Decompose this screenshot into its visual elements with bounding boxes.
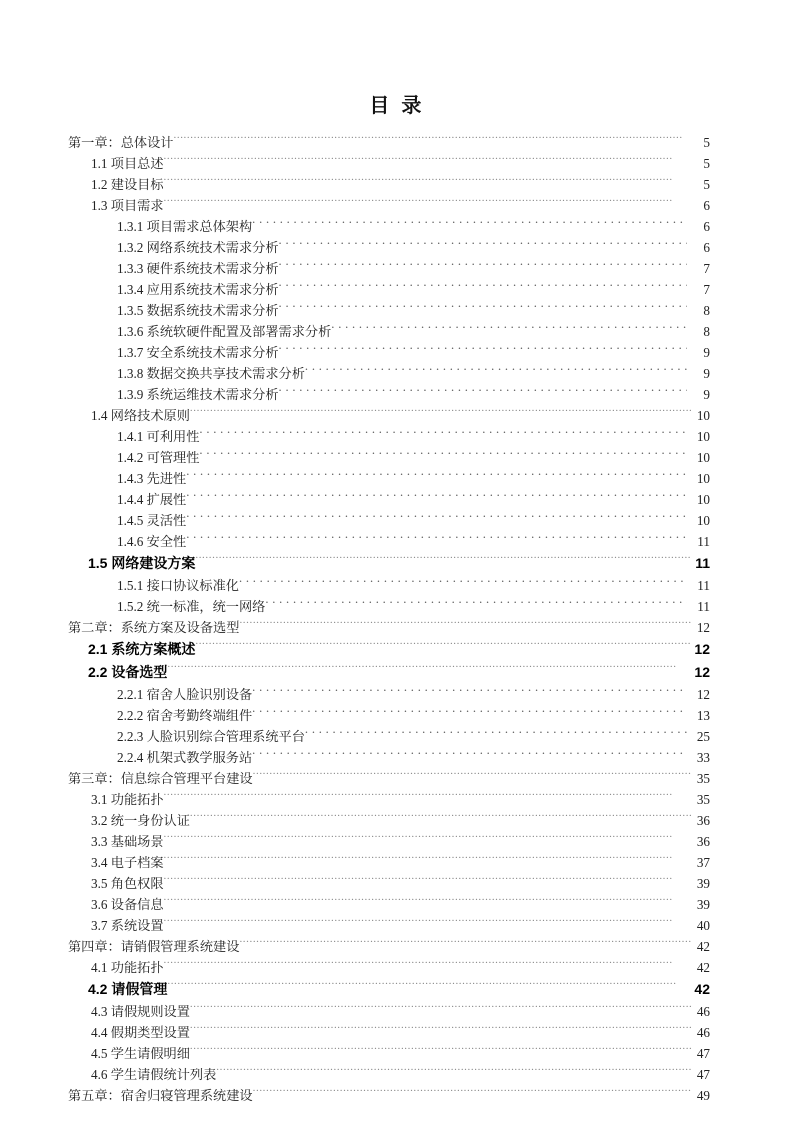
toc-entry[interactable] xyxy=(0,1085,794,1106)
toc-entry[interactable] xyxy=(0,894,794,915)
toc-entry-label: 1.1 项目总述 xyxy=(91,156,164,171)
toc-entry[interactable] xyxy=(0,831,794,852)
toc-entry[interactable] xyxy=(0,153,794,174)
toc-page-number: 49 xyxy=(696,1088,710,1103)
dot-leader xyxy=(167,980,691,994)
toc-entry-label: 4.6 学生请假统计列表 xyxy=(91,1067,217,1082)
dot-leader xyxy=(186,533,687,546)
dot-leader xyxy=(252,749,687,762)
toc-entry-label: 2.2 设备选型 xyxy=(88,664,168,680)
toc-entry-label: 第三章：信息综合管理平台建设 xyxy=(68,771,253,786)
toc-page-number: 12 xyxy=(696,687,710,702)
toc-entry[interactable] xyxy=(0,258,794,279)
dot-leader xyxy=(164,833,691,846)
toc-entry[interactable] xyxy=(0,468,794,489)
dot-leader xyxy=(190,812,691,825)
toc-entry-label: 4.3 请假规则设置 xyxy=(91,1004,190,1019)
toc-page-number: 6 xyxy=(703,198,710,213)
toc-page-number: 47 xyxy=(696,1046,710,1061)
toc-entry[interactable] xyxy=(0,552,794,575)
toc-entry[interactable] xyxy=(0,873,794,894)
toc-entry-label: 第五章：宿舍归寝管理系统建设 xyxy=(68,1088,253,1103)
toc-entry[interactable] xyxy=(0,489,794,510)
toc-page-number: 7 xyxy=(703,261,710,276)
toc-entry[interactable] xyxy=(0,684,794,705)
dot-leader xyxy=(253,770,691,783)
toc-entry-label: 1.4 网络技术原则 xyxy=(91,408,190,423)
toc-page-number: 10 xyxy=(696,408,710,423)
dot-leader xyxy=(195,640,691,654)
toc-entry[interactable] xyxy=(0,384,794,405)
toc-entry-label: 3.3 基础场景 xyxy=(91,834,164,849)
toc-entry-label: 3.5 角色权限 xyxy=(91,876,164,891)
toc-page-number: 13 xyxy=(696,708,710,723)
toc-entry-label: 1.3.9 系统运维技术需求分析 xyxy=(117,387,279,402)
toc-entry[interactable] xyxy=(0,405,794,426)
toc-entry[interactable] xyxy=(0,1022,794,1043)
dot-leader xyxy=(252,218,687,231)
toc-entry-label: 1.3.1 项目需求总体架构 xyxy=(117,219,253,234)
dot-leader xyxy=(195,554,691,568)
toc-page-number: 5 xyxy=(703,135,710,150)
dot-leader xyxy=(164,959,691,972)
dot-leader xyxy=(174,134,692,147)
toc-page-number: 7 xyxy=(703,282,710,297)
dot-leader xyxy=(190,1024,691,1037)
toc-page-number: 10 xyxy=(696,429,710,444)
toc-entry[interactable] xyxy=(0,617,794,638)
toc-page-number: 5 xyxy=(703,156,710,171)
toc-entry-label: 4.4 假期类型设置 xyxy=(91,1025,190,1040)
toc-entry[interactable] xyxy=(0,726,794,747)
toc-page-number: 12 xyxy=(694,664,710,680)
toc-entry-label: 1.3.2 网络系统技术需求分析 xyxy=(117,240,279,255)
toc-entry[interactable] xyxy=(0,789,794,810)
toc-entry[interactable] xyxy=(0,596,794,617)
dot-leader xyxy=(186,491,687,504)
toc-entry-label: 1.3 项目需求 xyxy=(91,198,164,213)
toc-entry-label: 第一章：总体设计 xyxy=(68,135,174,150)
toc-entry[interactable] xyxy=(0,510,794,531)
toc-page-number: 12 xyxy=(696,620,710,635)
toc-entry[interactable] xyxy=(0,810,794,831)
dot-leader xyxy=(164,896,691,909)
toc-entry[interactable] xyxy=(0,915,794,936)
dot-leader xyxy=(331,323,687,336)
dot-leader xyxy=(305,728,687,741)
toc-entry-label: 2.2.4 机架式教学服务站 xyxy=(117,750,253,765)
dot-leader xyxy=(279,239,687,252)
dot-leader xyxy=(190,1003,691,1016)
toc-entry-label: 2.1 系统方案概述 xyxy=(88,641,196,657)
toc-entry-label: 1.4.5 灵活性 xyxy=(117,513,187,528)
toc-entry[interactable] xyxy=(0,661,794,684)
toc-entry[interactable] xyxy=(0,1064,794,1085)
toc-page-number: 35 xyxy=(696,771,710,786)
dot-leader xyxy=(239,619,691,632)
toc-entry[interactable] xyxy=(0,978,794,1001)
toc-page-number: 10 xyxy=(696,492,710,507)
toc-entry-label: 2.2.2 宿舍考勤终端组件 xyxy=(117,708,253,723)
toc-entry[interactable] xyxy=(0,174,794,195)
toc-entry-label: 4.1 功能拓扑 xyxy=(91,960,164,975)
toc-entry-label: 1.3.6 系统软硬件配置及部署需求分析 xyxy=(117,324,332,339)
dot-leader xyxy=(186,470,687,483)
dot-leader xyxy=(305,365,687,378)
toc-page-number: 35 xyxy=(696,792,710,807)
dot-leader xyxy=(253,1087,691,1100)
toc-entry-label: 1.4.2 可管理性 xyxy=(117,450,200,465)
toc-entry-label: 2.2.1 宿舍人脸识别设备 xyxy=(117,687,253,702)
toc-page-number: 9 xyxy=(703,387,710,402)
toc-entry[interactable] xyxy=(0,747,794,768)
dot-leader xyxy=(252,686,687,699)
toc-entry[interactable] xyxy=(0,237,794,258)
dot-leader xyxy=(164,155,691,168)
page-title: 目 录 xyxy=(369,95,425,117)
toc-page-number: 11 xyxy=(695,555,710,571)
dot-leader xyxy=(279,386,687,399)
toc-page-number: 10 xyxy=(696,513,710,528)
toc-entry[interactable] xyxy=(0,852,794,873)
dot-leader xyxy=(239,577,687,590)
dot-leader xyxy=(164,197,691,210)
toc-entry[interactable] xyxy=(0,957,794,978)
toc-page-number: 8 xyxy=(703,324,710,339)
toc-page-number: 39 xyxy=(696,876,710,891)
toc-page-number: 33 xyxy=(696,750,710,765)
toc-entry-label: 4.5 学生请假明细 xyxy=(91,1046,190,1061)
toc-page-number: 36 xyxy=(696,834,710,849)
toc-entry[interactable] xyxy=(0,575,794,596)
toc-page-number: 11 xyxy=(697,534,710,549)
dot-leader xyxy=(190,407,691,420)
toc-entry[interactable] xyxy=(0,426,794,447)
toc-page-number: 6 xyxy=(703,219,710,234)
dot-leader xyxy=(252,707,687,720)
toc-entry-label: 1.4.1 可利用性 xyxy=(117,429,200,444)
dot-leader xyxy=(216,1066,691,1079)
toc-entry[interactable] xyxy=(0,132,794,153)
toc-entry-label: 1.5.1 接口协议标准化 xyxy=(117,578,239,593)
toc-page-number: 6 xyxy=(703,240,710,255)
toc-entry-label: 4.2 请假管理 xyxy=(88,981,168,997)
dot-leader xyxy=(265,598,687,611)
toc-page-number: 36 xyxy=(696,813,710,828)
toc-page-number: 42 xyxy=(696,960,710,975)
toc-page-number: 47 xyxy=(696,1067,710,1082)
toc-entry-label: 1.3.8 数据交换共享技术需求分析 xyxy=(117,366,305,381)
dot-leader xyxy=(164,176,691,189)
toc-page-number: 10 xyxy=(696,450,710,465)
toc-page-number: 42 xyxy=(694,981,710,997)
toc-entry-label: 3.6 设备信息 xyxy=(91,897,164,912)
toc-page-number: 46 xyxy=(696,1004,710,1019)
toc-entry[interactable] xyxy=(0,279,794,300)
toc-entry[interactable] xyxy=(0,768,794,789)
toc-page-number: 46 xyxy=(696,1025,710,1040)
toc-entry-label: 1.4.6 安全性 xyxy=(117,534,187,549)
toc-entry-label: 1.5.2 统一标准，统一网络 xyxy=(117,599,266,614)
toc-entry[interactable] xyxy=(0,342,794,363)
toc-entry[interactable] xyxy=(0,531,794,552)
table-of-contents xyxy=(0,132,794,1106)
dot-leader xyxy=(279,281,687,294)
toc-entry-label: 2.2.3 人脸识别综合管理系统平台 xyxy=(117,729,305,744)
toc-page-number: 37 xyxy=(696,855,710,870)
toc-page-number: 11 xyxy=(697,599,710,614)
toc-page-number: 39 xyxy=(696,897,710,912)
dot-leader xyxy=(167,663,691,677)
toc-entry[interactable] xyxy=(0,705,794,726)
dot-leader xyxy=(164,917,691,930)
toc-entry-label: 3.4 电子档案 xyxy=(91,855,164,870)
toc-entry-label: 第四章：请销假管理系统建设 xyxy=(68,939,240,954)
dot-leader xyxy=(279,302,687,315)
dot-leader xyxy=(279,260,687,273)
toc-page-number: 42 xyxy=(696,939,710,954)
toc-entry[interactable] xyxy=(0,1001,794,1022)
toc-entry-label: 第二章：系统方案及设备选型 xyxy=(68,620,240,635)
toc-entry[interactable] xyxy=(0,300,794,321)
dot-leader xyxy=(190,1045,691,1058)
toc-entry-label: 1.5 网络建设方案 xyxy=(88,555,196,571)
dot-leader xyxy=(164,875,691,888)
dot-leader xyxy=(279,344,687,357)
toc-entry-label: 3.7 系统设置 xyxy=(91,918,164,933)
toc-entry-label: 1.3.7 安全系统技术需求分析 xyxy=(117,345,279,360)
dot-leader xyxy=(199,428,687,441)
toc-page-number: 9 xyxy=(703,345,710,360)
toc-entry[interactable] xyxy=(0,447,794,468)
toc-entry[interactable] xyxy=(0,638,794,661)
toc-page-number: 40 xyxy=(696,918,710,933)
dot-leader xyxy=(239,938,691,951)
toc-page-number: 12 xyxy=(694,641,710,657)
toc-entry-label: 1.4.4 扩展性 xyxy=(117,492,187,507)
toc-entry[interactable] xyxy=(0,321,794,342)
toc-page-number: 5 xyxy=(703,177,710,192)
toc-entry[interactable] xyxy=(0,1043,794,1064)
toc-page-number: 8 xyxy=(703,303,710,318)
dot-leader xyxy=(164,791,691,804)
toc-entry-label: 3.1 功能拓扑 xyxy=(91,792,164,807)
toc-page-number: 25 xyxy=(696,729,710,744)
toc-entry-label: 1.2 建设目标 xyxy=(91,177,164,192)
toc-entry[interactable] xyxy=(0,936,794,957)
toc-entry[interactable] xyxy=(0,363,794,384)
dot-leader xyxy=(186,512,687,525)
toc-page-number: 11 xyxy=(697,578,710,593)
toc-entry-label: 1.4.3 先进性 xyxy=(117,471,187,486)
toc-entry-label: 1.3.5 数据系统技术需求分析 xyxy=(117,303,279,318)
toc-entry-label: 1.3.3 硬件系统技术需求分析 xyxy=(117,261,279,276)
dot-leader xyxy=(199,449,687,462)
dot-leader xyxy=(164,854,691,867)
toc-entry-label: 1.3.4 应用系统技术需求分析 xyxy=(117,282,279,297)
toc-page-number: 10 xyxy=(696,471,710,486)
toc-entry[interactable] xyxy=(0,195,794,216)
toc-entry[interactable] xyxy=(0,216,794,237)
toc-entry-label: 3.2 统一身份认证 xyxy=(91,813,190,828)
toc-page-number: 9 xyxy=(703,366,710,381)
